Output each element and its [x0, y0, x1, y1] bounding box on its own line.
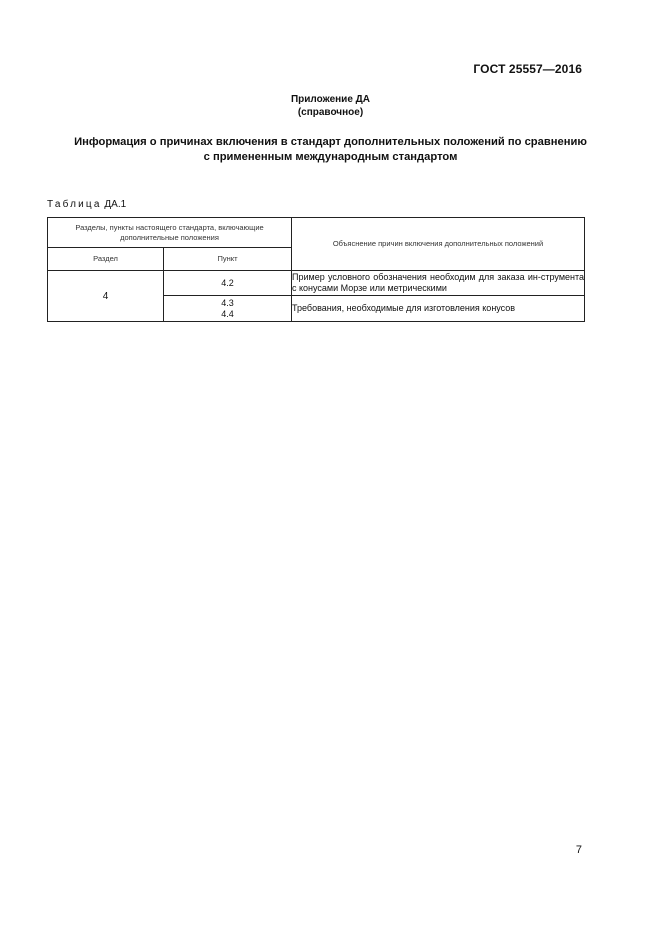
table-header-row	[48, 218, 585, 248]
document-title-line-1: Информация о причинах включения в стандарт дополнительных положений по сравнению	[74, 136, 587, 148]
page-number: 7	[575, 844, 582, 856]
appendix-subtitle: (справочное)	[297, 107, 364, 118]
explanation-cell: Требования, необходимые для изготовления конусов	[292, 296, 585, 322]
table-caption-word: Таблица	[47, 199, 102, 210]
table-row	[48, 271, 585, 296]
table-caption-number: ДА.1	[104, 199, 127, 210]
document-code: ГОСТ 25557—2016	[473, 62, 582, 76]
additional-provisions-table	[47, 217, 585, 322]
section-cell: 4	[48, 271, 164, 322]
document-title-line-2: с примененным международным стандартом	[203, 150, 458, 163]
table-caption	[47, 199, 126, 210]
item-cell	[164, 296, 292, 322]
header-item: Пункт	[164, 248, 292, 271]
item-value: 4.3	[221, 298, 234, 308]
appendix-heading	[0, 93, 661, 119]
item-value: 4.2	[221, 277, 234, 288]
header-group-line-2: дополнительные положения	[120, 232, 219, 242]
header-group-cell	[48, 218, 292, 248]
header-section: Раздел	[48, 248, 164, 271]
explanation-cell: Пример условного обозначения необходим для заказа ин-струмента с конусами Морзе или метрическими	[292, 271, 585, 296]
document-title	[45, 135, 616, 164]
item-cell	[164, 271, 292, 296]
header-explanation: Объяснение причин включения дополнительных положений	[292, 218, 585, 271]
item-value: 4.4	[221, 308, 234, 319]
header-group-line-1: Разделы, пункты настоящего стандарта, включающие	[75, 222, 264, 232]
appendix-title: Приложение ДА	[290, 94, 371, 105]
